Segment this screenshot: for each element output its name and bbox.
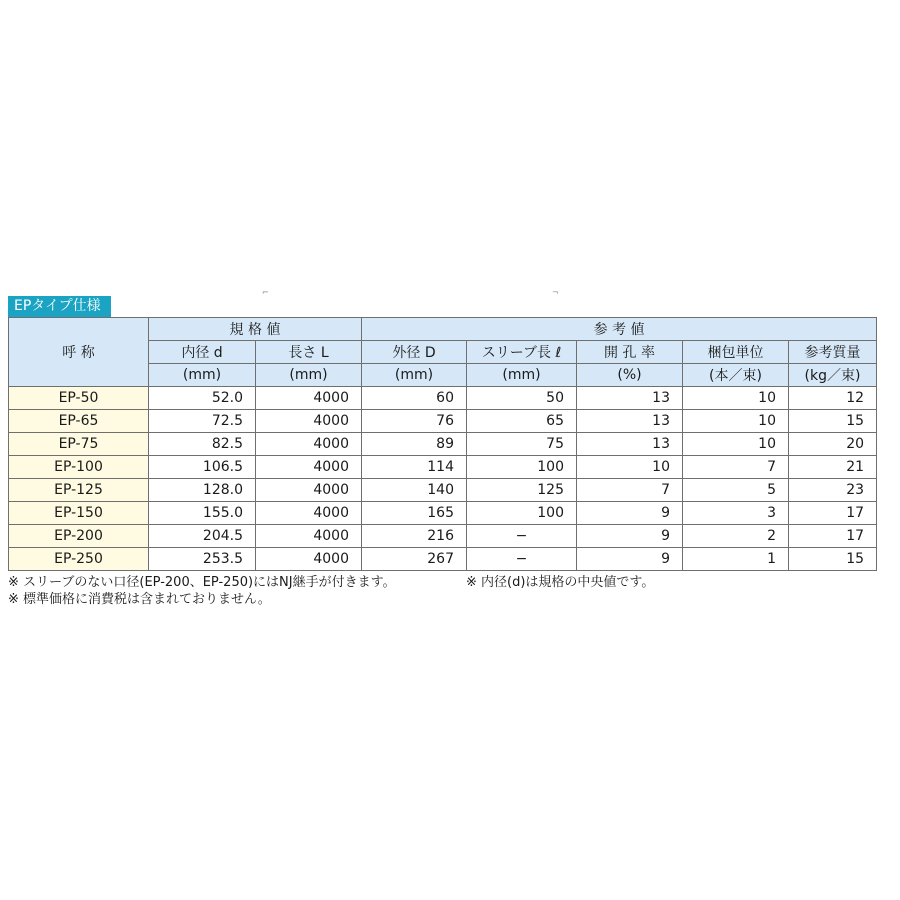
cell-pack-unit: 5 xyxy=(683,479,789,502)
table-row xyxy=(9,502,877,525)
footnotes xyxy=(8,574,876,608)
designation-header: 呼 称 xyxy=(9,318,149,387)
ref-group-header: 参 考 値 xyxy=(362,318,877,341)
cell-pack-unit: 1 xyxy=(683,548,789,571)
col-header-open-ratio: 開 孔 率 xyxy=(577,341,683,364)
table-row xyxy=(9,479,877,502)
cell-outer-diameter: 140 xyxy=(362,479,467,502)
cell-open-ratio: 9 xyxy=(577,548,683,571)
cell-inner-diameter: 82.5 xyxy=(149,433,256,456)
cell-sleeve-length: − xyxy=(467,525,577,548)
header-row-groups xyxy=(9,318,877,341)
cell-mass: 12 xyxy=(789,387,877,410)
cell-open-ratio: 13 xyxy=(577,433,683,456)
cell-open-ratio: 13 xyxy=(577,410,683,433)
cell-pack-unit: 10 xyxy=(683,433,789,456)
note-nj-joint: ※ スリーブのない口径(EP-200、EP-250)にはNJ継手が付きます。 xyxy=(8,575,396,590)
note-inner-diameter: ※ 内径(d)は規格の中央値です。 xyxy=(466,575,655,590)
table-row xyxy=(9,456,877,479)
cell-outer-diameter: 114 xyxy=(362,456,467,479)
unit-outer-diameter: (mm) xyxy=(362,364,467,387)
table-row xyxy=(9,410,877,433)
cell-inner-diameter: 253.5 xyxy=(149,548,256,571)
cell-open-ratio: 7 xyxy=(577,479,683,502)
col-header-pack-unit: 梱包単位 xyxy=(683,341,789,364)
cell-mass: 20 xyxy=(789,433,877,456)
cell-mass: 17 xyxy=(789,502,877,525)
unit-mass: (kg／束) xyxy=(789,364,877,387)
cell-open-ratio: 9 xyxy=(577,502,683,525)
cell-length: 4000 xyxy=(256,502,362,525)
cell-name: EP-150 xyxy=(9,502,149,525)
spec-table xyxy=(8,317,877,571)
unit-inner-diameter: (mm) xyxy=(149,364,256,387)
cell-pack-unit: 10 xyxy=(683,387,789,410)
unit-pack-unit: (本／束) xyxy=(683,364,789,387)
cell-pack-unit: 10 xyxy=(683,410,789,433)
cell-outer-diameter: 89 xyxy=(362,433,467,456)
cell-mass: 17 xyxy=(789,525,877,548)
corner-mark-right: ¬ xyxy=(552,288,559,297)
cell-length: 4000 xyxy=(256,456,362,479)
cell-sleeve-length: − xyxy=(467,548,577,571)
col-header-outer-diameter: 外径 D xyxy=(362,341,467,364)
spec-group-header: 規 格 値 xyxy=(149,318,362,341)
cell-inner-diameter: 155.0 xyxy=(149,502,256,525)
cell-length: 4000 xyxy=(256,525,362,548)
table-row xyxy=(9,433,877,456)
cell-length: 4000 xyxy=(256,479,362,502)
cell-outer-diameter: 165 xyxy=(362,502,467,525)
col-header-length: 長さ L xyxy=(256,341,362,364)
cell-name: EP-75 xyxy=(9,433,149,456)
cell-open-ratio: 9 xyxy=(577,525,683,548)
cell-name: EP-50 xyxy=(9,387,149,410)
col-header-mass: 参考質量 xyxy=(789,341,877,364)
unit-length: (mm) xyxy=(256,364,362,387)
cell-name: EP-200 xyxy=(9,525,149,548)
cell-mass: 15 xyxy=(789,410,877,433)
table-row xyxy=(9,525,877,548)
col-header-inner-diameter: 内径 d xyxy=(149,341,256,364)
cell-mass: 21 xyxy=(789,456,877,479)
cell-length: 4000 xyxy=(256,548,362,571)
cell-name: EP-125 xyxy=(9,479,149,502)
cell-outer-diameter: 60 xyxy=(362,387,467,410)
cell-inner-diameter: 52.0 xyxy=(149,387,256,410)
cell-sleeve-length: 125 xyxy=(467,479,577,502)
cell-open-ratio: 13 xyxy=(577,387,683,410)
table-row xyxy=(9,387,877,410)
cell-outer-diameter: 267 xyxy=(362,548,467,571)
cell-open-ratio: 10 xyxy=(577,456,683,479)
cell-name: EP-100 xyxy=(9,456,149,479)
cell-sleeve-length: 100 xyxy=(467,502,577,525)
table-row xyxy=(9,548,877,571)
cell-length: 4000 xyxy=(256,387,362,410)
note-tax: ※ 標準価格に消費税は含まれておりません。 xyxy=(8,592,271,607)
cell-outer-diameter: 76 xyxy=(362,410,467,433)
cell-mass: 15 xyxy=(789,548,877,571)
cell-length: 4000 xyxy=(256,433,362,456)
cell-pack-unit: 7 xyxy=(683,456,789,479)
cell-name: EP-65 xyxy=(9,410,149,433)
unit-open-ratio: (%) xyxy=(577,364,683,387)
section-tag: EPタイプ仕様 xyxy=(8,296,111,317)
col-header-sleeve-length: スリーブ長 ℓ xyxy=(467,341,577,364)
cell-sleeve-length: 65 xyxy=(467,410,577,433)
cell-outer-diameter: 216 xyxy=(362,525,467,548)
cell-pack-unit: 3 xyxy=(683,502,789,525)
cell-sleeve-length: 100 xyxy=(467,456,577,479)
cell-name: EP-250 xyxy=(9,548,149,571)
cell-length: 4000 xyxy=(256,410,362,433)
cell-inner-diameter: 72.5 xyxy=(149,410,256,433)
corner-mark-left: ⌐ xyxy=(262,288,269,297)
unit-sleeve-length: (mm) xyxy=(467,364,577,387)
cell-sleeve-length: 50 xyxy=(467,387,577,410)
cell-sleeve-length: 75 xyxy=(467,433,577,456)
cell-mass: 23 xyxy=(789,479,877,502)
cell-pack-unit: 2 xyxy=(683,525,789,548)
cell-inner-diameter: 128.0 xyxy=(149,479,256,502)
cell-inner-diameter: 204.5 xyxy=(149,525,256,548)
spec-table-section xyxy=(8,295,876,608)
cell-inner-diameter: 106.5 xyxy=(149,456,256,479)
